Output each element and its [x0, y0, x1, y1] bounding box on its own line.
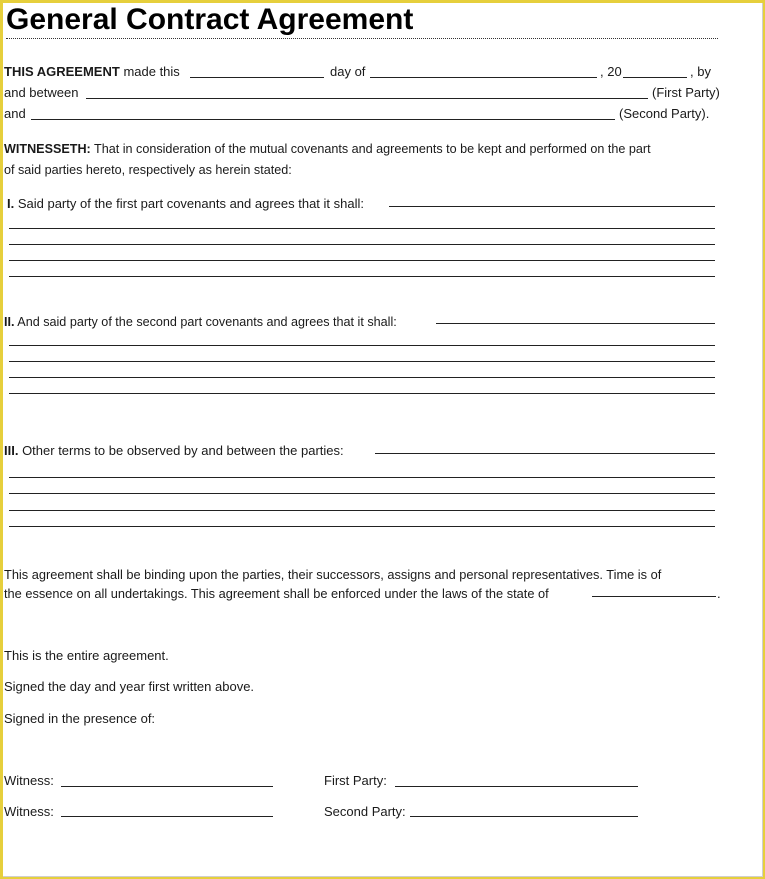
first-party-tag: (First Party): [652, 85, 720, 100]
section-3-number: III.: [4, 443, 19, 458]
binding-line-1: This agreement shall be binding upon the parties, their successors, assigns and personal representatives. Time is of: [4, 567, 662, 582]
witnesseth-lead: WITNESSETH:: [4, 142, 91, 156]
section-1-blank-4[interactable]: [9, 276, 715, 277]
first-party-name-blank[interactable]: [86, 98, 648, 99]
section-1-number: I.: [7, 196, 15, 211]
section-1-text: Said party of the first part covenants and agrees that it shall:: [14, 196, 364, 211]
section-3-blank-3[interactable]: [9, 510, 715, 511]
section-1-blank-0[interactable]: [389, 206, 715, 207]
section-1-heading: [7, 196, 364, 212]
made-this-text: made this: [123, 64, 180, 79]
section-2-blank-0[interactable]: [436, 323, 715, 324]
signed-presence-text: Signed in the presence of:: [4, 711, 156, 726]
witness-1-label: Witness:: [4, 773, 54, 788]
by-text: , by: [690, 64, 711, 79]
section-3-text: Other terms to be observed by and between the parties:: [18, 443, 344, 458]
document-page: [3, 3, 763, 877]
document-title: General Contract Agreement: [6, 3, 414, 36]
signed-day-text: Signed the day and year first written above.: [4, 679, 255, 694]
and-text: and: [4, 106, 26, 121]
year-prefix-text: , 20: [600, 64, 622, 79]
section-2-blank-1[interactable]: [9, 345, 715, 346]
witnesseth-line-1: [4, 141, 651, 157]
section-2-heading: [4, 314, 397, 330]
section-2-blank-3[interactable]: [9, 377, 715, 378]
second-party-name-blank[interactable]: [31, 119, 615, 120]
section-2-number: II.: [4, 315, 15, 329]
date-day-blank[interactable]: [190, 77, 324, 78]
and-between-text: and between: [4, 85, 79, 100]
section-3-blank-4[interactable]: [9, 526, 715, 527]
binding-line-2: the essence on all undertakings. This agreement shall be enforced under the laws of the state of: [4, 586, 549, 601]
section-1-blank-3[interactable]: [9, 260, 715, 261]
section-3-heading: [4, 443, 344, 459]
witnesseth-line-2: of said parties hereto, respectively as herein stated:: [4, 163, 292, 177]
month-blank[interactable]: [370, 77, 597, 78]
first-party-signature-line[interactable]: [395, 786, 638, 787]
binding-end: .: [717, 586, 721, 601]
section-2-blank-2[interactable]: [9, 361, 715, 362]
agreement-lead: THIS AGREEMENT: [4, 64, 120, 79]
state-blank[interactable]: [592, 596, 716, 597]
section-3-blank-1[interactable]: [9, 477, 715, 478]
intro-line-1: [4, 64, 180, 80]
second-party-label: Second Party:: [324, 804, 406, 819]
witness-2-signature-line[interactable]: [61, 816, 273, 817]
section-3-blank-0[interactable]: [375, 453, 715, 454]
witness-2-label: Witness:: [4, 804, 54, 819]
title-dotted-rule: [6, 38, 718, 39]
section-1-blank-1[interactable]: [9, 228, 715, 229]
first-party-label: First Party:: [324, 773, 387, 788]
second-party-signature-line[interactable]: [410, 816, 638, 817]
witness-1-signature-line[interactable]: [61, 786, 273, 787]
second-party-tag: (Second Party).: [619, 106, 710, 121]
section-3-blank-2[interactable]: [9, 493, 715, 494]
entire-agreement-text: This is the entire agreement.: [4, 648, 169, 663]
day-of-text: day of: [330, 64, 366, 79]
section-1-blank-2[interactable]: [9, 244, 715, 245]
section-2-blank-4[interactable]: [9, 393, 715, 394]
witnesseth-text-1: That in consideration of the mutual covenants and agreements to be kept and performed on the part: [90, 142, 651, 156]
section-2-text: And said party of the second part covenants and agrees that it shall:: [14, 315, 397, 329]
year-blank[interactable]: [623, 77, 687, 78]
